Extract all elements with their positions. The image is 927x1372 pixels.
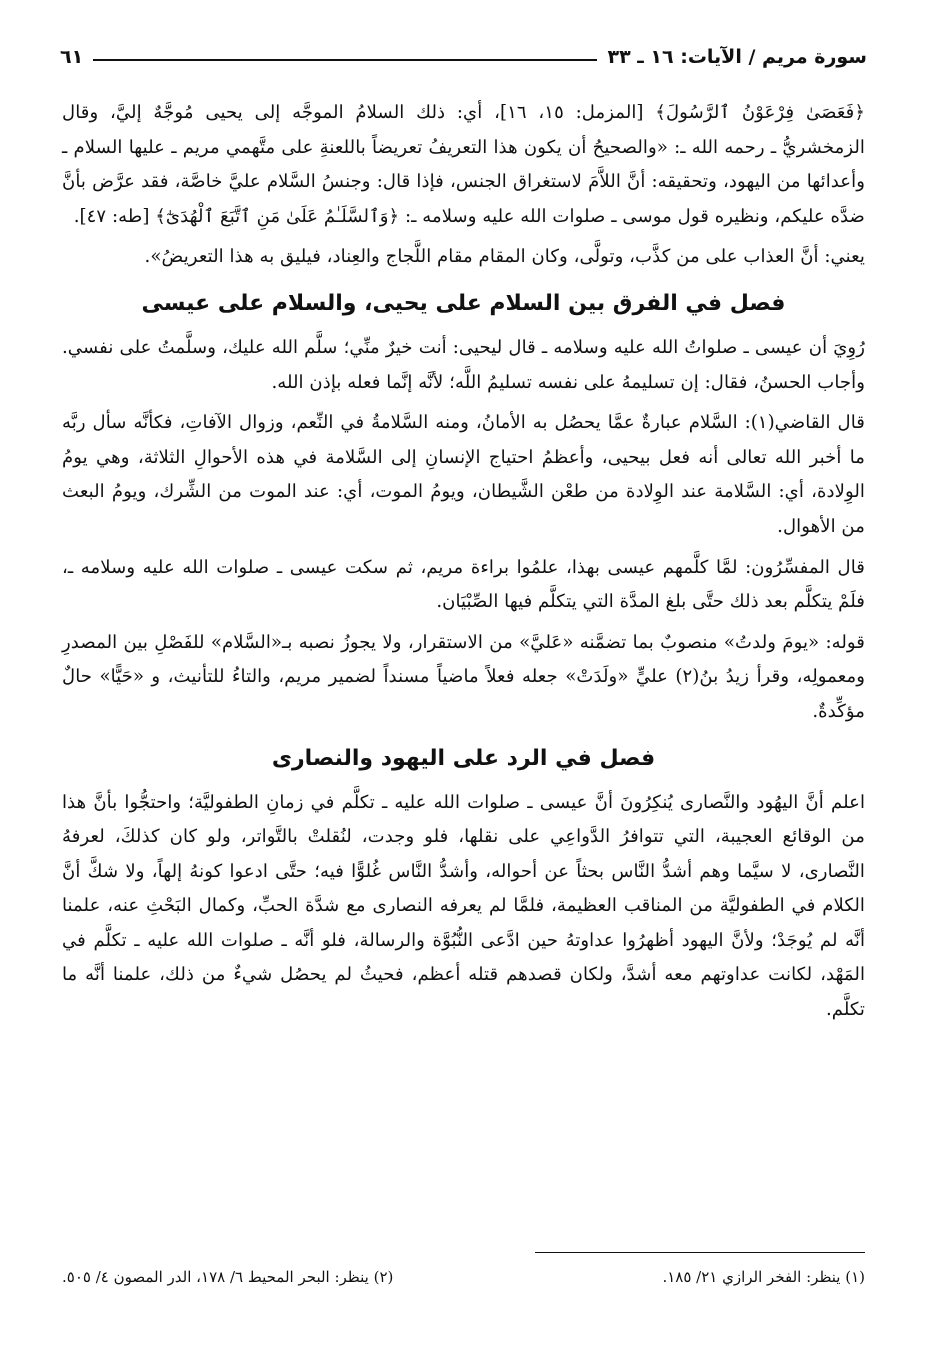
footnote-1: (١) ينظر: الفخر الرازي ٢١/ ١٨٥. [662,1268,865,1286]
section-heading-1: فصل في الفرق بين السلام على يحيى، والسلام على عيسى [141,290,786,316]
section-heading-2: فصل في الرد على اليهود والنصارى [271,745,656,771]
footnote-rule [535,1252,865,1253]
paragraph-1: ﴿فَعَصَىٰ فِرْعَوْنُ ٱلرَّسُولَ﴾ [المزمل: ١٥، ١٦]، أي: ذلك السلامُ الموجَّه إلى يحيى مُوجَّهٌ إليَّ، وقال الزمخشريُّ ـ رحمه الله ـ: «والصحيحُ أن يكون هذا التعريفُ تعريضاً باللعنةِ على متَّهمي مريم ـ عليها السلام ـ وأعدائها من اليهود، وتحقيقه: أنَّ اللاَّمَ لاستغراق الجنس، فإذا قال: وجنسُ السَّلام عليَّ خاصَّة، فقد عرَّض بأنَّ ضدَّه عليكم، ونظيره قول موسى ـ صلوات الله عليه وسلامه ـ: ﴿وَٱلسَّلَـٰمُ عَلَىٰ مَنِ ٱتَّبَعَ ٱلْهُدَىٰٓ﴾ [طه: ٤٧]. [62,102,866,227]
paragraph-4: قال القاضي(١): السَّلام عبارةٌ عمَّا يحصُل به الأمانُ، ومنه السَّلامةُ في النِّعم، وزوال الآفاتِ، فكأنَّه سأل ربَّه ما أخبر الله تعالى أنه فعل بيحيى، وأعظمُ احتياج الإنسانِ إلى السَّلامة في هذه الأحوالِ الثلاثة، وهي يومُ الوِلادة، أي: السَّلامة عند الوِلادة من طعْن الشَّيطان، ويومُ الموت، أي: عند الموت من الشِّرك، ويومُ البعث من الأهوال. [62,412,865,537]
paragraph-5: قال المفسِّرُون: لمَّا كلَّمهم عيسى بهذا، علمُوا براءة مريم، ثم سكت عيسى ـ صلوات الله عليه وسلامه ـ، فلَمْ يتكلَّم بعد ذلك حتَّى بلغ المدَّة التي يتكلَّم فيها الصِّبْيَان. [62,556,865,613]
footnotes [62,1268,865,1286]
header-rule [93,59,597,61]
page-number: ٦١ [60,46,84,68]
main-text [62,96,865,1034]
paragraph-2: يعني: أنَّ العذاب على من كذَّب، وتولَّى، وكان المقام مقام اللَّجاج والعِناد، فيليق به هذا التعريضُ». [144,246,865,268]
paragraph-6: قوله: «يومَ ولدتُ» منصوبٌ بما تضمَّنه «عَليَّ» من الاستقرار، ولا يجوزُ نصبه بـ«السَّلام» للفَصْلِ بين المصدرِ ومعمولِه، وقرأ زيدُ بنُ(٢) عليٍّ «ولَدَتْ» جعله فعلاً ماضياً مسنداً لضمير مريم، والتاءُ للتأنيث، و «حَيًّا» حالٌ مؤكِّدةٌ. [62,631,865,722]
paragraph-7: اعلم أنَّ اليهُود والنَّصارى يُنكِرُونَ أنَّ عيسى ـ صلوات الله عليه ـ تكلَّم في زمانِ الطفوليَّة؛ واحتجُّوا بأنَّ هذا من الوقائع العجيبة، التي تتوافرُ الدَّواعِي على نقلها، فلو وجدت، لنُقلتْ بالتَّواتر، ولو كان كذلكَ، لعرفهُ النَّصارى، لا سيَّما وهم أشدُّ النَّاس بحثاً عن أحواله، وأشدُّ النَّاس غُلوًّا فيه؛ حتَّى ادعوا كونهُ إلهاً، ولا شكَّ أنَّ الكلام في الطفوليَّة من المناقب العظيمة، فلمَّا لم يعرفه النصارى مع شدَّة الحبِّ، وكمال البَحْثِ عنه، علمنا أنَّه لم يُوجَدْ؛ ولأنَّ اليهود أظهرُوا عداوتهُ حين ادَّعى النُّبُوَّة والرسالة، فلو أنَّه ـ صلوات الله عليه ـ تكلَّم في المَهْد، لكانت عداوتهم معه أشدَّ، ولكان قصدهم قتله أعظم، فحيثُ لم يحصُل شيءٌ من ذلك، علمنا أنَّه ما تكلَّم. [62,791,865,1021]
running-title: سورة مريم / الآيات: ١٦ ـ ٣٣ [607,46,867,68]
paragraph-3: رُوِيَ أن عيسى ـ صلواتُ الله عليه وسلامه ـ قال ليحيى: أنت خيرٌ منِّي؛ سلَّم الله عليك، وسلَّمتُ على نفسي. وأجاب الحسنُ، فقال: إن تسليمهُ على نفسه تسليمُ اللَّه؛ لأنَّه إنَّما فعله بإذن الله. [62,336,865,393]
footnote-2: (٢) ينظر: البحر المحيط ٦/ ١٧٨، الدر المصون ٤/ ٥٠٥. [62,1268,394,1286]
page-header [60,38,867,68]
